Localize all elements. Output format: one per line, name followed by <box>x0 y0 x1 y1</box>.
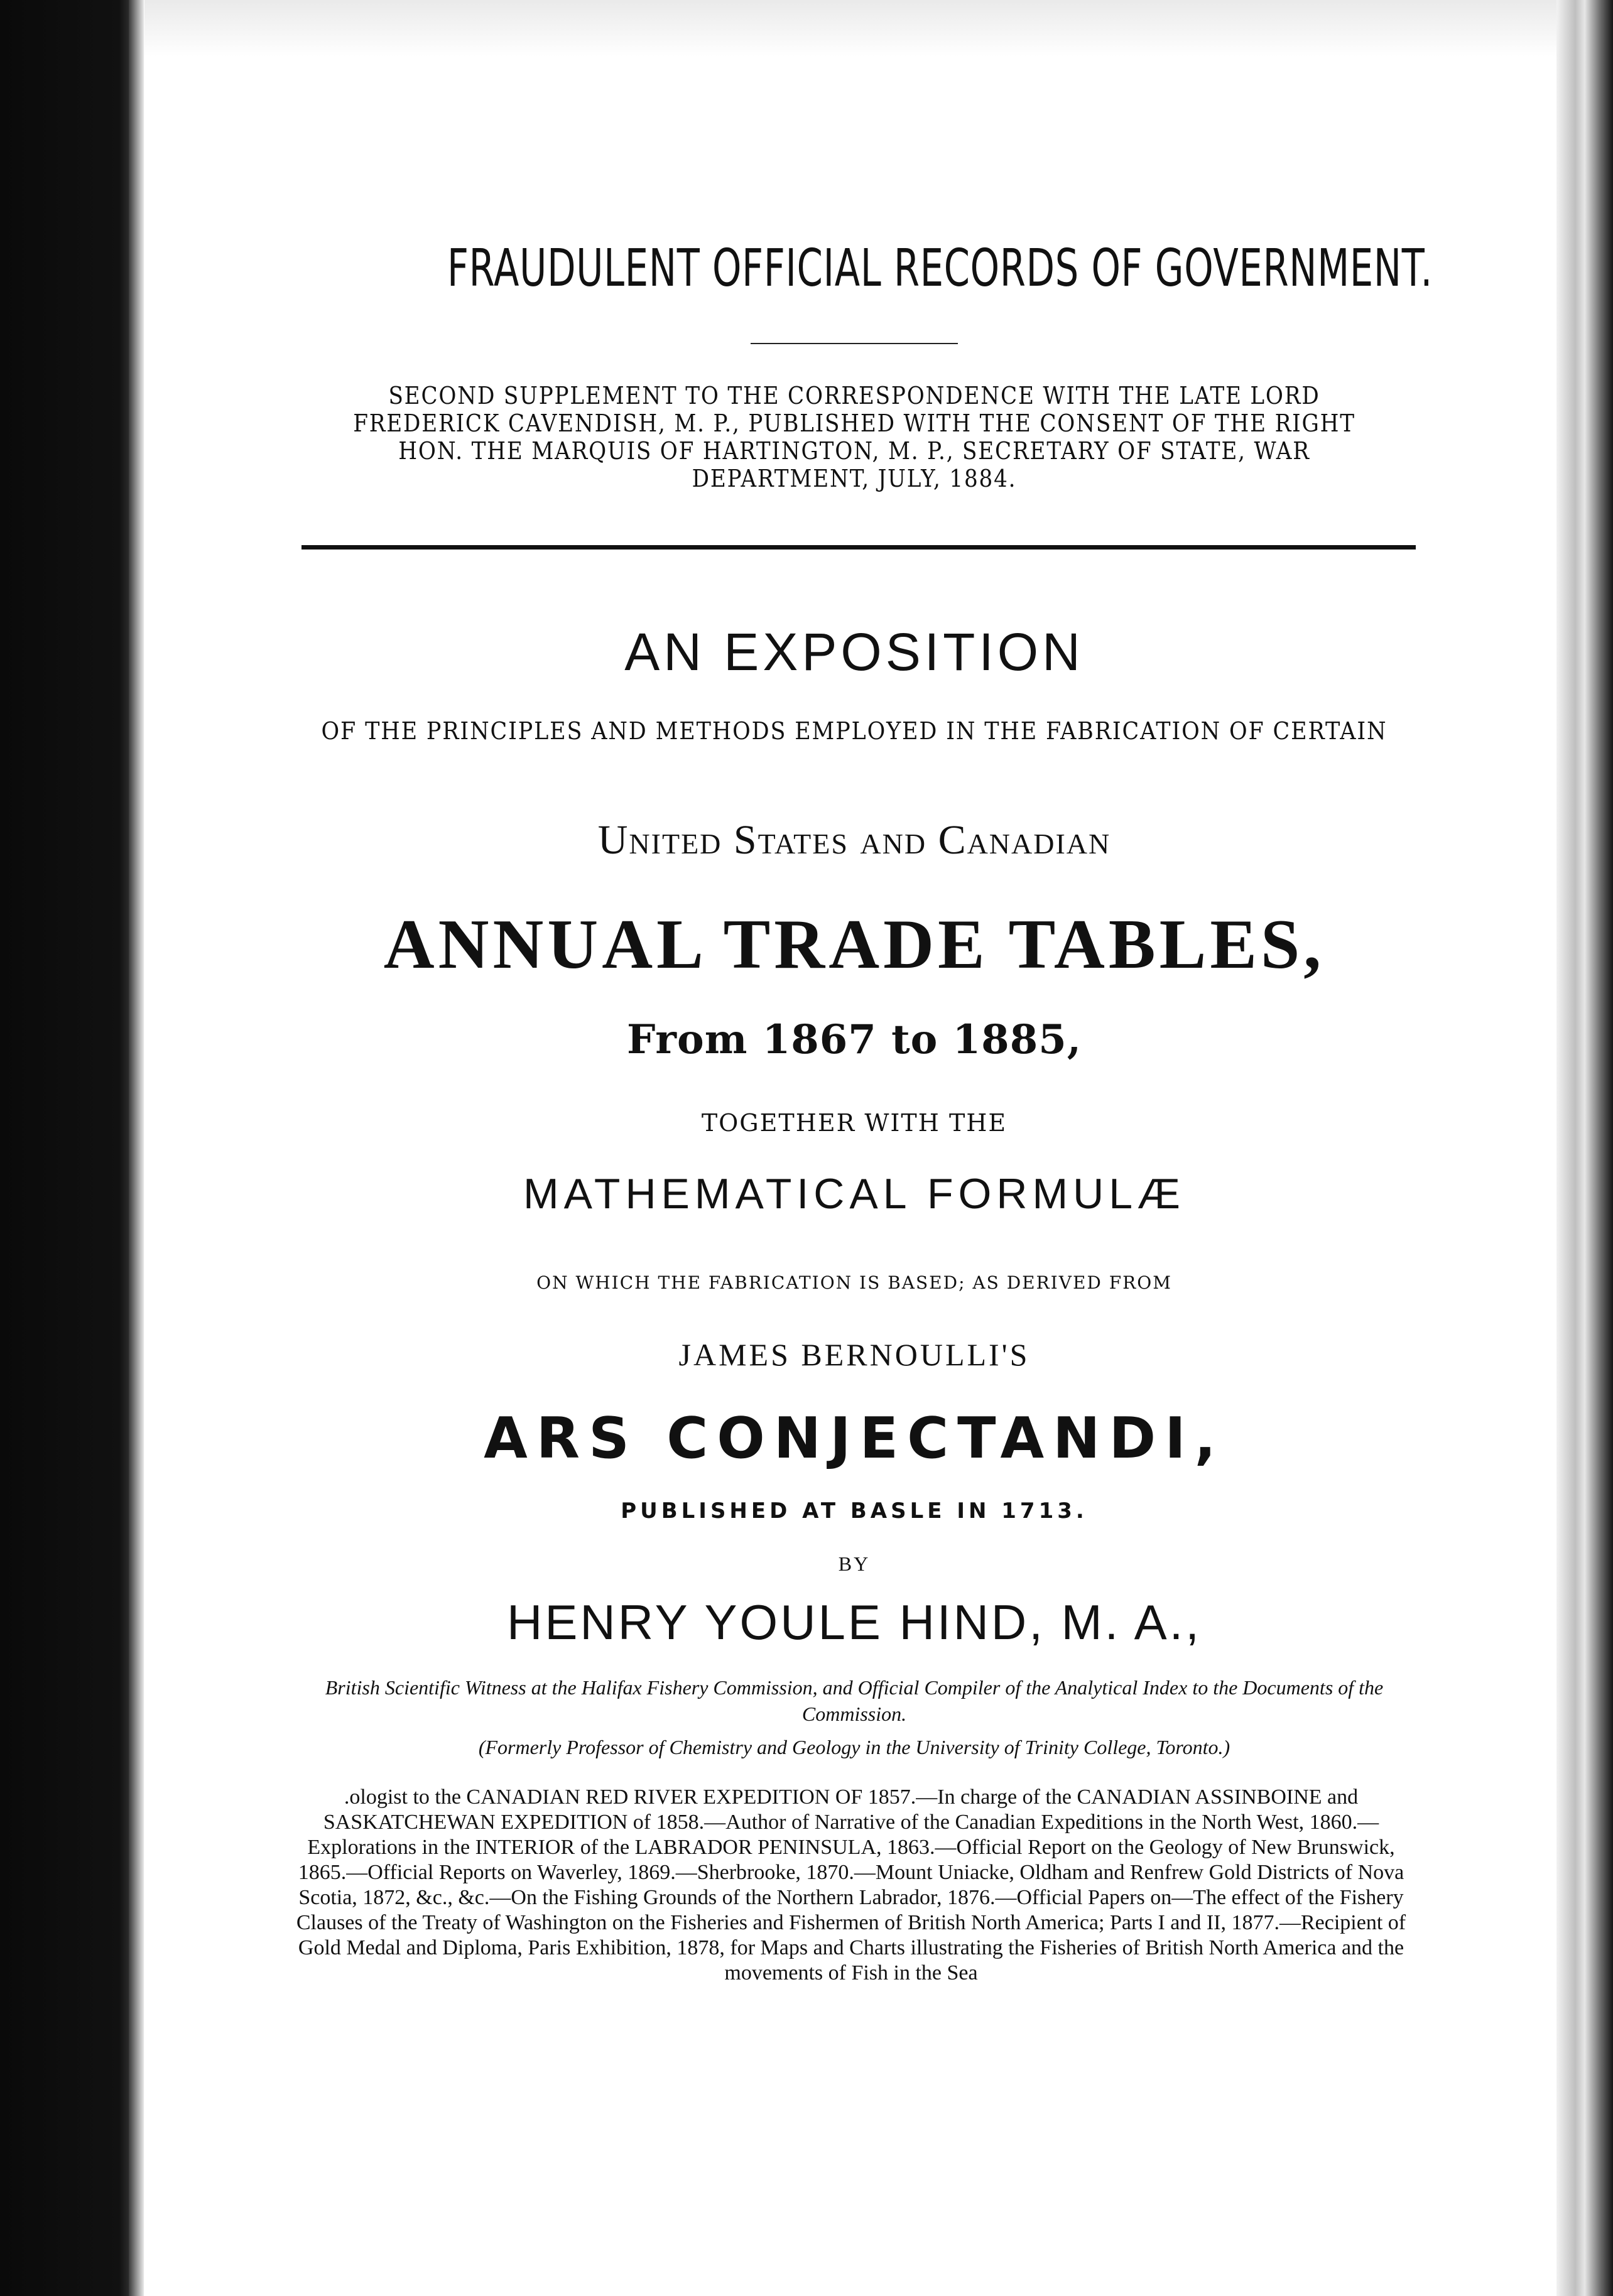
scan-page-edge-left <box>129 0 144 2296</box>
author-biography: .ologist to the CANADIAN RED RIVER EXPEDITION OF 1857.—In charge of the CANADIAN ASSINBOINE and SASKATCHEWAN EXPEDITION of 1858.—Author of Narrative of the Canadian Expeditions in the North West, 1860.—Explorations in the INTERIOR of the LABRADOR PENINSULA, 1863.—Official Report on the Geology of New Brunswick, 1865.—Official Reports on Waverley, 1869.—Sherbrooke, 1870.—Mount Uniacke, Oldham and Renfrew Gold Districts of Nova Scotia, 1872, &c., &c.—On the Fishing Grounds of the Northern Labrador, 1876.—Official Papers on—The effect of the Fishery Clauses of the Treaty of Washington on the Fisheries and Fishermen of British North America; Parts I and II, 1877.—Recipient of Gold Medal and Diploma, Paris Exhibition, 1878, for Maps and Charts illustrating the Fisheries of British North America and the movements of Fish in the Sea <box>296 1785 1406 1985</box>
title-mathematical-formulae: MATHEMATICAL FORMULÆ <box>523 1170 1186 1218</box>
scan-spine-shadow <box>0 0 144 2296</box>
author-name: HENRY YOULE HIND, M. A., <box>507 1595 1202 1650</box>
principles-line: OF THE PRINCIPLES AND METHODS EMPLOYED IN THE FABRICATION OF CERTAIN <box>321 717 1388 745</box>
together-line: TOGETHER WITH THE <box>701 1109 1007 1137</box>
by-line: BY <box>838 1552 871 1575</box>
heading-fraudulent-records: FRAUDULENT OFFICIAL RECORDS OF GOVERNMENT. <box>447 239 1433 298</box>
published-line: PUBLISHED AT BASLE IN 1713. <box>621 1498 1088 1524</box>
thick-divider <box>301 545 1416 550</box>
short-divider <box>751 343 958 344</box>
author-credential-witness: British Scientific Witness at the Halifax Fishery Commission, and Official Compiler of the Analytical Index to the Documents of the Commission. <box>325 1676 1384 1725</box>
derived-from-line: ON WHICH THE FABRICATION IS BASED; AS DERIVED FROM <box>536 1272 1172 1293</box>
title-annual-trade-tables: ANNUAL TRADE TABLES, <box>383 906 1325 983</box>
us-canadian-line: United States and Canadian <box>597 817 1111 863</box>
title-exposition: AN EXPOSITION <box>624 622 1084 681</box>
title-page <box>289 0 1433 2296</box>
author-credential-formerly: (Formerly Professor of Chemistry and Geology in the University of Trinity College, Toronto.) <box>478 1736 1230 1758</box>
date-range: From 1867 to 1885, <box>626 1016 1082 1063</box>
supplement-note: SECOND SUPPLEMENT TO THE CORRESPONDENCE WITH THE LATE LORD FREDERICK CAVENDISH, M. P., PUBLISHED WITH THE CONSENT OF THE RIGHT HON. THE MARQUIS OF HARTINGTON, M. P., SECRETARY OF STATE, WAR DEPARTMENT, JULY, 1884. <box>353 382 1355 492</box>
james-bernoulli-line: JAMES BERNOULLI'S <box>678 1337 1030 1372</box>
scan-page-edge-right <box>1556 0 1613 2296</box>
title-ars-conjectandi: ARS CONJECTANDI, <box>484 1405 1225 1471</box>
